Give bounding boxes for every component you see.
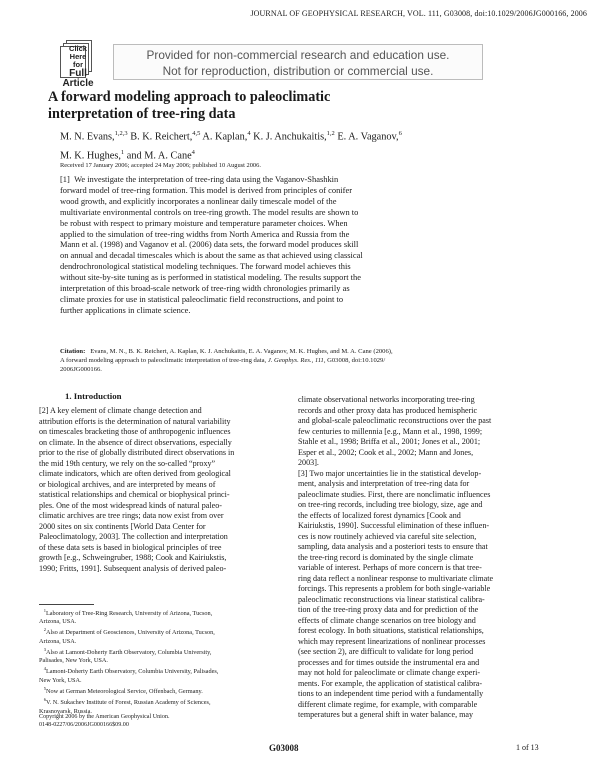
body-line: Paleoclimatology, 2003]. The collection and interpretation — [39, 532, 228, 541]
abstract-line: without site-by-site tuning as is performed in statistical modeling. The results support the — [60, 272, 361, 283]
body-line: sampling, data analysis and a posteriori tests to ensure that — [298, 542, 488, 551]
body-line: prior to the rise of globally distributed direct observations in — [39, 448, 235, 457]
body-line: on timescales bracketing those of anthropogenic influences — [39, 427, 231, 436]
body-line: on tree-ring records, including tree biology, size, age and — [298, 500, 483, 509]
body-line: effects of climate change scenarios on tree biology and — [298, 615, 476, 625]
paragraph-marker: [1] — [60, 174, 70, 184]
body-line: processes and for times outside the instrumental era and — [298, 657, 480, 667]
section-heading: 1. Introduction — [65, 391, 122, 401]
body-line: climate indicators, which are often derived from geological — [39, 469, 231, 478]
author-list: M. N. Evans,$^{1,2,3}$ B. K. Reichert,$^{4,5}$ A. Kaplan,$^4$ K. J. Anchukaitis,$^{1,2}$ E. A. Vaganov,$^6$ M. K. Hughes,$^1$ and M. A. Cane$^4$ — [60, 130, 402, 162]
body-column-left — [39, 406, 299, 574]
body-line: Esper et al., 2002; Cook et al., 2002; Mann and Jones, — [298, 447, 474, 457]
body-line: Stahle et al., 1998; Briffa et al., 2001; Jones et al., 2001; — [298, 437, 481, 446]
abstract — [60, 174, 535, 316]
body-line: ring data reflect a nonlinear response to multivariate climate — [298, 573, 494, 583]
body-line: growth [e.g., Schweingruber, 1988; Cook and Kairiukstis, — [39, 553, 227, 562]
body-line: tion of the tree-ring proxy data and for prediction of the — [298, 605, 479, 614]
body-line: on climate. In the absence of direct observations, especially — [39, 437, 232, 447]
abstract-line: dendrochronological statistical modeling techniques. The forward model achieves this — [60, 261, 351, 272]
body-line: ments. For example, the application of statistical calibra- — [298, 678, 483, 688]
body-line: may not hold for paleoclimate or climate change experi- — [298, 668, 481, 677]
page-number: 1 of 13 — [516, 743, 539, 752]
body-line: ples. One of the most widespread kinds of natural paleo- — [39, 500, 222, 510]
body-line: climate observational networks incorporating tree-ring — [298, 395, 475, 404]
body-line: and global-scale paleoclimatic reconstructions over the past — [298, 416, 492, 425]
body-line: climatic archives are tree rings; data now exist from over — [39, 511, 224, 520]
body-line: (see section 2), are difficult to validate for long period — [298, 647, 474, 656]
citation: Citation: Evans, M. N., B. K. Reichert, A. Kaplan, K. J. Anchukaitis, E. A. Vaganov, M. K. Hughes, and M. A. Cane (2006), A forward modeling approach to paleoclimatic interpretation of tree-ring data, J. Geophys. Res., 111, G03008, doi:10.1029/ 2006JG000166. — [60, 348, 393, 374]
body-line: statistical relationships and chemical or biophysical princi- — [39, 490, 230, 499]
abstract-line: climate proxies for use in statistical paleoclimatic field reconstructions, and point to — [60, 293, 344, 304]
abstract-line: Mann et al. (1998) and Vaganov et al. (2006) data sets, the forward model produces skill — [60, 239, 359, 250]
footnote-divider — [39, 604, 94, 605]
abstract-line: multivariate environmental controls on tree-ring growth. The model results are shown to — [60, 206, 359, 217]
body-line: 1990; Fritts, 1991]. Subsequent analysis of derived paleo- — [39, 563, 227, 573]
copyright-notice: Copyright 2006 by the American Geophysical Union. 0148-0227/06/2006JG000166$09.00 — [39, 714, 170, 728]
usage-notice: Provided for non-commercial research and education use. Not for reproduction, distribution or commercial use. — [113, 44, 483, 80]
citation-label: Citation: — [60, 348, 86, 355]
body-line: [3] Two major uncertainties lie in the statistical develop- — [298, 468, 482, 478]
body-line: ces is now routinely achieved via careful site selection, — [298, 531, 477, 541]
abstract-line: We investigate the interpretation of tree-ring data using the Vaganov-Shashkin — [74, 174, 339, 184]
body-line: the tree-ring record is dominated by the single climate — [298, 552, 474, 562]
body-line: 2000 sites on six continents [World Data Center for — [39, 521, 206, 531]
abstract-line: forward model of tree-ring formation. This model is derived from principles of conifer — [60, 184, 353, 195]
body-line: or biological archives, and are interpreted by means of — [39, 479, 216, 489]
full-article-link[interactable] — [56, 38, 98, 89]
body-line: records and other proxy data has produced hemispheric — [298, 405, 478, 415]
abstract-line: interpretation of this broad-scale network of tree-ring width chronologies primarily as — [60, 283, 350, 294]
body-line: of these data sets is based in biological principles of tree — [39, 542, 222, 552]
received-dates: Received 17 January 2006; accepted 24 May 2006; published 10 August 2006. — [60, 162, 261, 169]
abstract-line: on annual and decadal timescales which is about the same as that achieved using classical — [60, 250, 363, 261]
full-article-label: Click Here for Full Article — [62, 44, 94, 89]
body-line: paleoclimate studies. First, there are nonclimatic influences — [298, 489, 491, 499]
body-line: different climate regime, for example, with comparable — [298, 699, 478, 709]
body-line: the effects of localized forest dynamics [Cook and — [298, 510, 461, 520]
body-line: the mid 19th century, we rely on the so-called “proxy” — [39, 458, 216, 468]
body-line: 2003]. — [298, 458, 319, 467]
body-line: attribution efforts is the determination of natural variability — [39, 416, 231, 426]
abstract-line: applied to the simulation of tree-ring widths from North America and Russia from the — [60, 228, 350, 239]
affiliation-footnotes: $^1$Laboratory of Tree-Ring Research, University of Arizona, Tucson, Arizona, USA. $^2$Also at Department of Geosciences, University of Arizona, Tucson, Arizona, USA. $^3$Also at Lamont-Doherty Earth Observatory, Columbia University, Palisades, New York, USA. $^4$Lamont-Doherty Earth Observatory, Columbia University, Palisades, New York, USA. $^5$Now at German Meteorological Service, Offenbach, Germany. $^6$V. N. Sukachev Institute of Forest, Russian Academy of Sciences, Krasnoyarsk, Russia. — [39, 608, 219, 715]
body-line: [2] A key element of climate change detection and — [39, 406, 202, 415]
body-column-right — [298, 395, 558, 721]
body-line: paleoclimatic reconstructions via linear statistical calibra- — [298, 594, 485, 604]
abstract-line: be robust with respect to primary moisture and temperature parameter choices. When — [60, 217, 348, 228]
body-line: forcings. This represents a problem for both single-variable — [298, 584, 491, 593]
abstract-line: further applications in climate science. — [60, 304, 191, 315]
paper-title: A forward modeling approach to paleoclimatic interpretation of tree-ring data — [48, 89, 331, 122]
body-line: tions to an independent time period with a fundamentally — [298, 689, 484, 698]
body-line: variable of interest. Perhaps of more concern is that tree- — [298, 563, 482, 572]
abstract-line: wood growth, and explicitly incorporates a nonlinear daily timescale model of the — [60, 195, 337, 206]
journal-header: JOURNAL OF GEOPHYSICAL RESEARCH, VOL. 111, G03008, doi:10.1029/2006JG000166, 2006 — [250, 9, 587, 18]
body-line: few centuries to millennia [e.g., Mann et al., 1998, 1999; — [298, 426, 483, 436]
body-line: ment, analysis and interpretation of tree-ring data for — [298, 479, 470, 488]
body-line: temperatures but a general shift in water balance, may — [298, 710, 474, 719]
article-id: G03008 — [269, 743, 299, 753]
body-line: which may represent linearizations of nonlinear processes — [298, 636, 486, 646]
body-line: forest ecology. In both situations, statistical relationships, — [298, 626, 484, 635]
body-line: Kairiukstis, 1990]. Successful elimination of these influen- — [298, 521, 490, 530]
